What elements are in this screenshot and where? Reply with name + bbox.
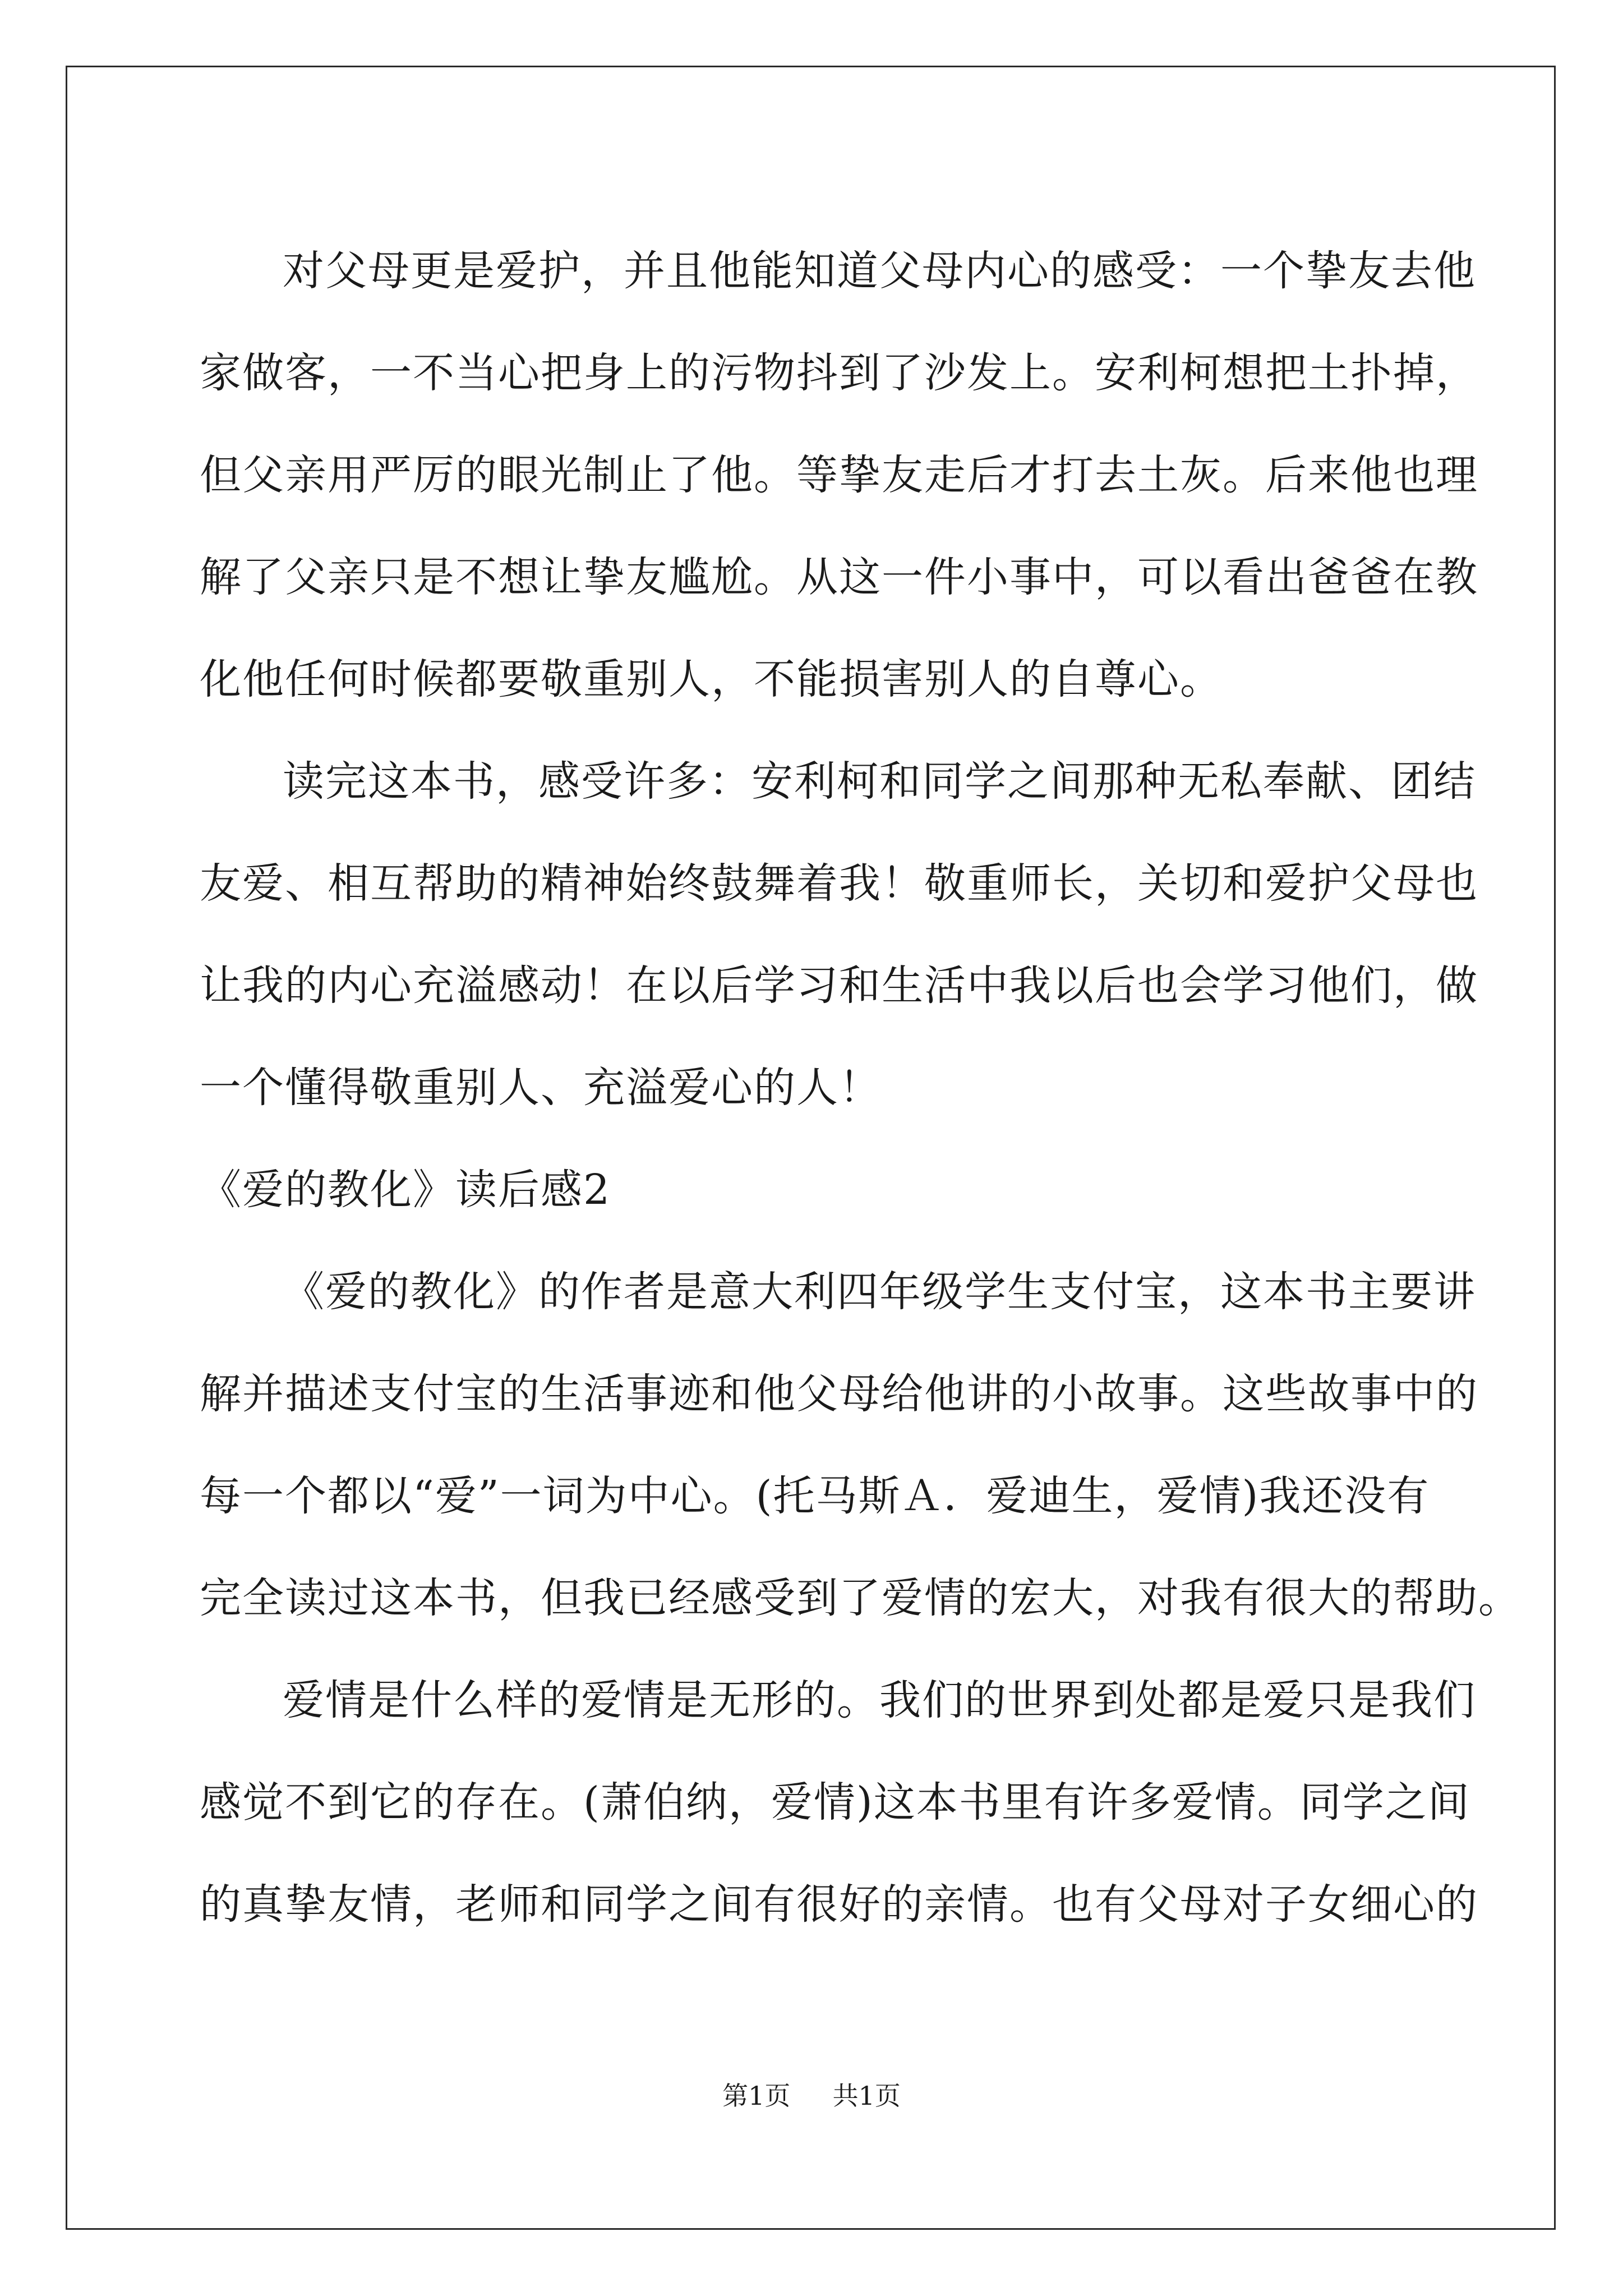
text-line: 的真挚友情，老师和同学之间有很好的亲情。也有父母对子女细心的 bbox=[200, 1880, 1478, 1929]
text-line: 解并描述支付宝的生活事迹和他父母给他讲的小故事。这些故事中的 bbox=[200, 1370, 1478, 1418]
text-line: 但父亲用严厉的眼光制止了他。等挚友走后才打去土灰。后来他也理 bbox=[200, 451, 1478, 499]
text-line: 读完这本书，感受许多：安利柯和同学之间那种无私奉献、团结 bbox=[283, 757, 1476, 806]
section-heading: 《爱的教化》读后感2 bbox=[200, 1166, 611, 1214]
text-line: 完全读过这本书，但我已经感受到了爱情的宏大，对我有很大的帮助。 bbox=[200, 1574, 1521, 1622]
text-line: 家做客，一不当心把身上的污物抖到了沙发上。安利柯想把土扑掉， bbox=[200, 349, 1478, 397]
page-number: 第1页 bbox=[722, 2081, 791, 2111]
text-line: 爱情是什么样的爱情是无形的。我们的世界到处都是爱只是我们 bbox=[283, 1676, 1476, 1724]
text-line: 让我的内心充溢感动！在以后学习和生活中我以后也会学习他们，做 bbox=[200, 961, 1478, 1010]
text-line: 《爱的教化》的作者是意大利四年级学生支付宝，这本书主要讲 bbox=[283, 1268, 1476, 1316]
text-line: 友爱、相互帮助的精神始终鼓舞着我！敬重师长，关切和爱护父母也 bbox=[200, 859, 1478, 908]
text-line: 一个懂得敬重别人、充溢爱心的人！ bbox=[200, 1064, 882, 1112]
text-line: 化他任何时候都要敬重别人，不能损害别人的自尊心。 bbox=[200, 655, 1223, 703]
text-line: 解了父亲只是不想让挚友尴尬。从这一件小事中，可以看出爸爸在教 bbox=[200, 553, 1478, 601]
document-body bbox=[200, 220, 1521, 1955]
text-line: 每一个都以“爱”一词为中心。(托马斯Ａ．爱迪生，爱情)我还没有 bbox=[200, 1472, 1430, 1520]
text-line: 感觉不到它的存在。(萧伯纳，爱情)这本书里有许多爱情。同学之间 bbox=[200, 1778, 1470, 1826]
text-line: 对父母更是爱护，并且他能知道父母内心的感受：一个挚友去他 bbox=[283, 247, 1476, 295]
page-total: 共1页 bbox=[832, 2081, 901, 2111]
page-footer bbox=[0, 2076, 1623, 2113]
